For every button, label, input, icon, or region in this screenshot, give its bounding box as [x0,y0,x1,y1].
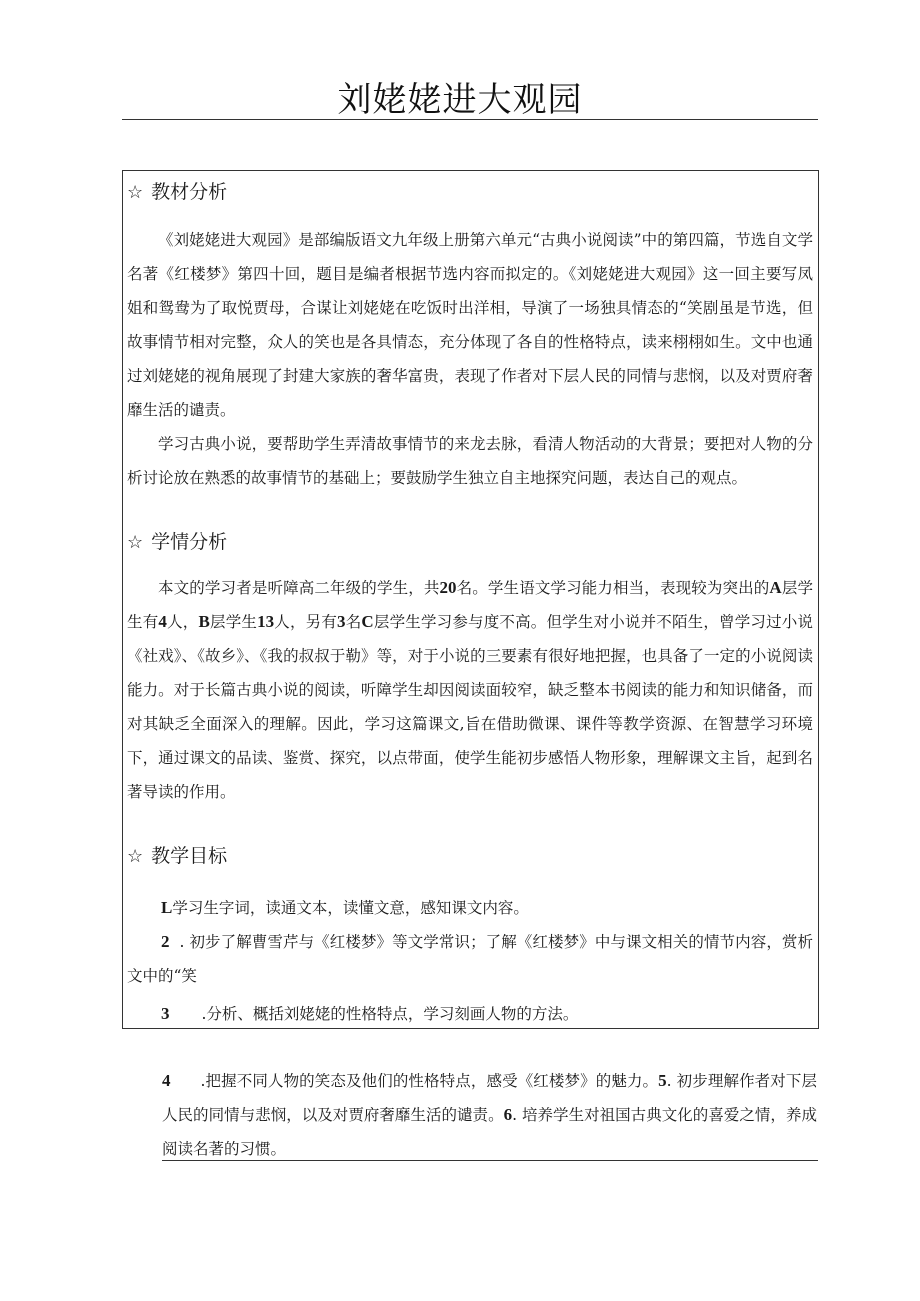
heading-text: 教学目标 [151,845,228,867]
analysis-body [127,223,813,495]
section-heading-goals [127,841,227,868]
goal-number: 2 [161,932,170,951]
students-text: 本文的学习者是听障高二年级的学生，共 [158,579,440,597]
students-text: 层学生学习参与度不高。但学生对小说并不陌生，曾学习过小说《社戏》、《故乡》、《我的叔叔于勒》等，对于小说的三要素有很好地把握，也具备了一定的小说阅读能力。对于长篇古典小说的阅读，听障学生却因阅读面较窄，缺乏整本书阅读的能力和知识储备，而对其缺乏全面深入的理解。因此，学习这篇课文,旨在借助微课、课件等教学资源、在智慧学习环境下，通过课文的品读、鉴赏、探究，以点带面，使学生能初步感悟人物形象，理解课文主旨，起到名著导读的作用。 [127,613,813,801]
goal-text: .分析、概括刘姥姥的性格特点，学习刻画人物的方法。 [201,1005,579,1023]
students-text: 人，另有 [274,613,338,631]
goal-text: . 初步了解曹雪芹与《红楼梦》等文学常识；了解《红楼梦》中与课文相关的情节内容，赏析文中的“笑 [127,933,813,985]
bottom-divider [162,1160,818,1161]
students-text: 层学生 [209,613,258,631]
students-body [127,571,813,809]
goals-continued [162,1064,817,1166]
goal-text: 学习生字词，读通文本，读懂文意，感知课文内容。 [172,899,529,917]
goal-number: 3 [161,1004,170,1023]
students-text: 层学生有 [127,579,813,631]
goal-number: 5 [658,1071,667,1090]
analysis-paragraph-1: 《刘姥姥进大观园》是部编版语文九年级上册第六单元“古典小说阅读”中的第四篇，节选自文学名著《红楼梦》第四十回，题目是编者根据节选内容而拟定的。《刘姥姥进大观园》这一回主要写凤姐和鸳鸯为了取悦贾母，合谋让刘姥姥在吃饭时出洋相，导演了一场独具情态的“笑剧虽是节选，但故事情节相对完整，众人的笑也是各具情态，充分体现了各自的性格特点，读来栩栩如生。文中也通过刘姥姥的视角展现了封建大家族的奢华富贵，表现了作者对下层人民的同情与悲悯，以及对贾府奢靡生活的谴责。 [127,231,813,419]
level-a: A [769,578,782,597]
level-c: C [361,612,374,631]
goal-item-3 [161,997,578,1031]
level-a-count: 4 [158,612,167,631]
level-b-count: 13 [257,612,275,631]
goal-item-2 [127,925,813,993]
content-box [122,170,819,1029]
level-c-count: 3 [337,612,346,631]
students-text: 人， [166,613,199,631]
analysis-paragraph-2: 学习古典小说，要帮助学生弄清故事情节的来龙去脉，看清人物活动的大背景；要把对人物的分析讨论放在熟悉的故事情节的基础上；要鼓励学生独立自主地探究问题，表达自己的观点。 [127,435,813,487]
section-heading-students [127,527,227,554]
heading-text: 学情分析 [151,531,228,553]
goal-text: . 初步理解作者对下层人民的同情与悲悯，以及对贾府奢靡生活的谴责。 [162,1072,817,1124]
students-paragraph [127,571,813,809]
star-icon: ☆ [127,532,144,553]
students-text: 名 [345,613,362,631]
goal-item-1 [161,891,529,925]
page-title: 刘姥姥进大观园 [337,80,583,120]
goal-number: 6 [503,1105,513,1124]
section-heading-analysis [127,177,227,204]
star-icon: ☆ [127,182,144,203]
level-b: B [198,612,210,631]
heading-text: 教材分析 [151,181,228,203]
star-icon: ☆ [127,846,144,867]
students-text: 名。学生语文学习能力相当，表现较为突出的 [456,579,770,597]
title-divider [122,119,818,120]
goal-number: 4 [162,1071,171,1090]
goal-number: L [161,898,173,917]
goal-text: . 培养学生对祖国古典文化的喜爱之情，养成阅读名著的习惯。 [162,1106,817,1158]
student-count: 20 [439,578,457,597]
goal-text: .把握不同人物的笑态及他们的性格特点，感受《红楼梦》的魅力。 [200,1072,659,1090]
